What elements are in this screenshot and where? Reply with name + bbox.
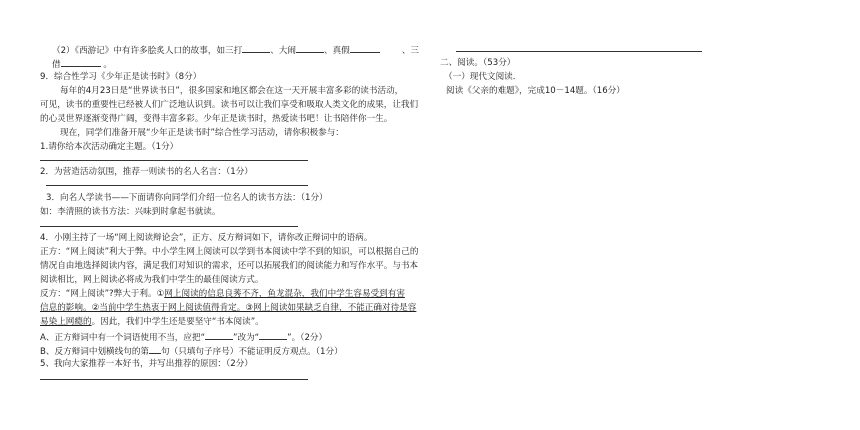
blank-3[interactable] xyxy=(350,44,380,53)
fan-line3-underlined: 易染上网瘾的 xyxy=(40,317,92,327)
answer-line-top-right[interactable] xyxy=(456,51,702,52)
q8-2-line2 xyxy=(52,58,112,71)
q9-sub2: 2．为营造活动氛围，推荐一则读书的名人名言：（1分） xyxy=(40,167,253,177)
q8-2-mid2: 、真假 xyxy=(324,46,350,56)
q9-title: 9．综合性学习《少年正是读书时》（8分） xyxy=(40,72,202,82)
reading-intro: 阅读《父亲的难题》，完成10－14题。（16分） xyxy=(446,86,625,96)
section-2-1-title: （一）现代文阅读． xyxy=(444,72,522,82)
q9-para1-line1: 每年的4月23日是“世界读书日”，很多国家和地区都会在这一天开展丰富多彩的读书活动， xyxy=(60,86,404,96)
blank-1[interactable] xyxy=(242,44,270,53)
qa-b-text: B、反方辩词中划横线句的第 xyxy=(40,347,150,357)
zheng-line3: 阅读相比，网上阅读必将成为我们中学生的最佳阅读方式。 xyxy=(40,275,264,285)
qa-a-end: ”。（2分） xyxy=(287,333,328,343)
q8-2-line2-text: 借 xyxy=(52,60,61,70)
q8-2-mid3: 、三 xyxy=(401,46,420,56)
q8-2-text: （2）《西游记》中有许多脍炙人口的故事，如三打 xyxy=(52,46,243,56)
q9-sub3-example: 如：李清照的读书方法：兴味到时拿起书就读。 xyxy=(40,207,221,217)
q9-sub3: 3．向名人学读书——下面请你向同学们介绍一位名人的读书方法：（1分） xyxy=(46,193,328,203)
q8-2-mid1: 、大闹 xyxy=(270,46,297,56)
q8-2-end: 。 xyxy=(103,60,112,70)
blank-2[interactable] xyxy=(296,44,324,53)
question-a xyxy=(40,331,327,344)
qa-a-text: A、正方辩词中有一个词语使用不当，应把“ xyxy=(40,333,206,343)
q9-para2: 现在，同学们准备开展“少年正是读书时”综合性学习活动，请你积极参与： xyxy=(60,128,344,138)
section-2-title: 二、阅读。（53分） xyxy=(440,58,516,68)
answer-line-3[interactable] xyxy=(40,226,298,227)
blank-a1[interactable] xyxy=(205,331,233,340)
fan-line2 xyxy=(40,303,416,314)
fan-line3 xyxy=(40,317,264,328)
q9-para1-line3: 的心灵世界逐渐变得广阔，变得丰富多彩。少年正是读书时，热爱读书吧！让书陪伴你一生。 xyxy=(40,114,393,124)
q9-sub5: 5、我向大家推荐一本好书，并写出推荐的原因：（2分） xyxy=(40,359,253,369)
question-b xyxy=(40,345,343,358)
fan-line1-pre: 反方：“网上阅读”?弊大于利。① xyxy=(40,289,165,299)
answer-line-2[interactable] xyxy=(46,185,308,186)
q9-sub4-title: 4．小刚主持了一场“网上阅读辩论会”，正方、反方辩词如下，请你改正辩词中的语病。 xyxy=(40,233,373,243)
blank-4[interactable] xyxy=(61,58,101,67)
fan-line3-post: 。因此，我们中学生还是要坚守“书本阅读”。 xyxy=(91,317,264,327)
answer-line-1[interactable] xyxy=(40,160,308,161)
fan-line1 xyxy=(40,289,405,300)
blank-b[interactable] xyxy=(149,345,161,354)
zheng-line2: 情况自由地选择阅读内容，满足我们对知识的需求，还可以拓展我们的阅读能力和写作水平。与书本 xyxy=(40,261,419,271)
fan-line2-underlined: 信息的影响。②当前中学生热衷于网上阅读值得肯定。③网上阅读如果缺乏自律，不能正确对待是容 xyxy=(40,303,417,313)
fan-line1-underlined: 网上阅读的信息良莠不齐，鱼龙混杂，我们中学生容易受到有害 xyxy=(164,289,405,299)
blank-a2[interactable] xyxy=(259,331,287,340)
q8-2-line1 xyxy=(52,44,419,57)
qa-a-mid: ”改为“ xyxy=(233,333,260,343)
qa-b-end: 句（只填句子序号）不能证明反方观点。（1分） xyxy=(161,347,343,357)
zheng-line1: 正方：“网上阅读”利大于弊。中小学生网上阅读可以学到书本阅读中学不到的知识，可以根据自己的 xyxy=(40,247,419,257)
q9-sub1: 1.请你给本次活动确定主题。（1分） xyxy=(40,142,179,152)
q9-para1-line2: 可见，读书的重要性已经被人们广泛地认识到。读书可以让我们享受和吸取人类文化的成果，让我们 xyxy=(40,100,419,110)
answer-line-5[interactable] xyxy=(40,379,308,380)
